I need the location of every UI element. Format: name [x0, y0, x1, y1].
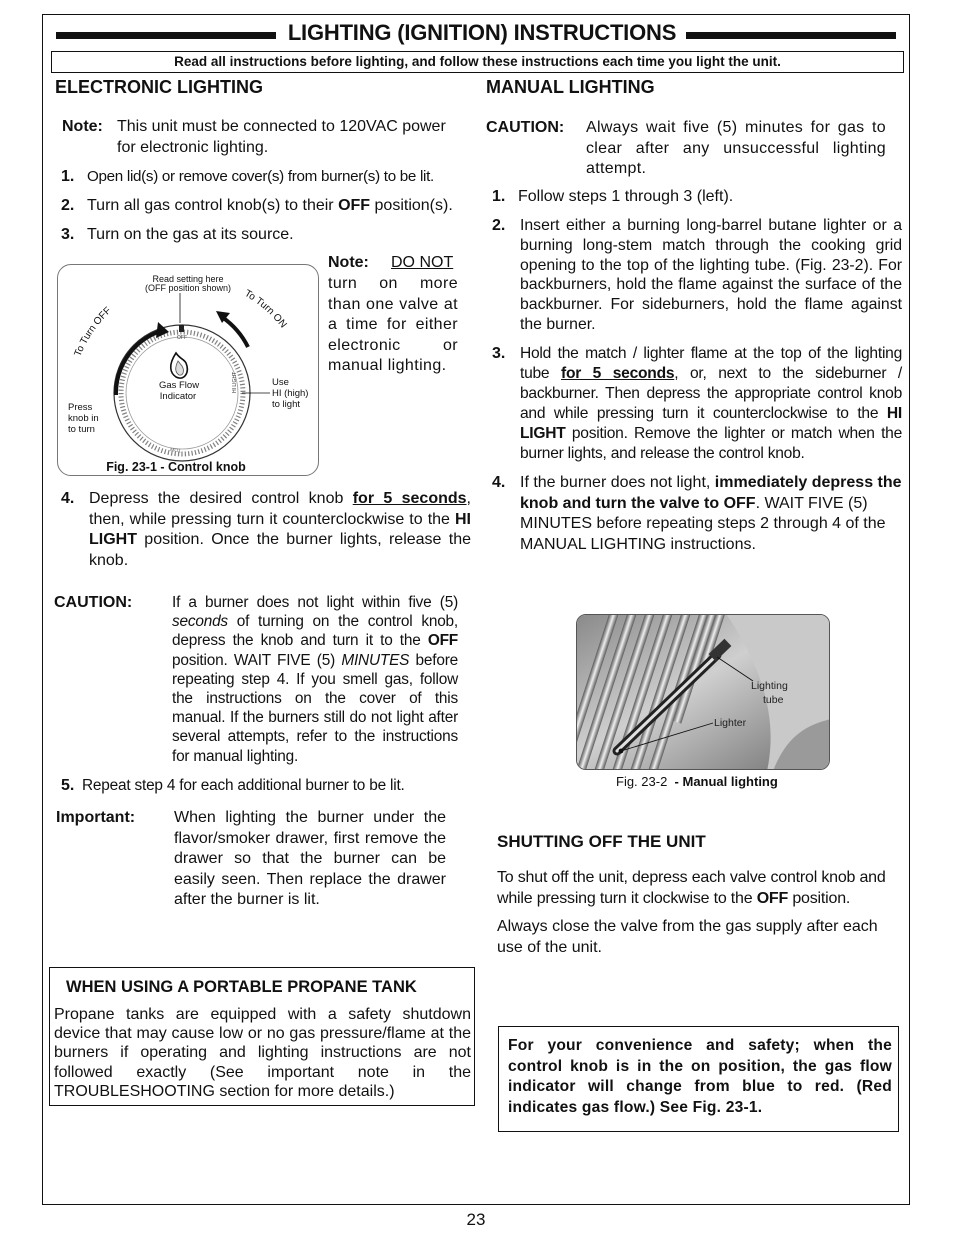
electronic-heading: ELECTRONIC LIGHTING — [55, 77, 263, 97]
gas-flow-sub: Indicator — [159, 391, 197, 402]
lighter-leader-dot — [619, 749, 624, 754]
convenience-box — [498, 1026, 899, 1132]
read-setting-sub: (OFF position shown) — [144, 283, 232, 293]
lighting-tube-label-2: tube — [763, 694, 784, 706]
control-knob-figure — [57, 264, 319, 476]
step2-text: Turn all gas control knob(s) to their OFF position(s). — [87, 197, 453, 214]
to-turn-off-label: To Turn OFF — [72, 305, 114, 359]
photo-caption: Fig. 23-2 - Manual lighting — [616, 774, 778, 789]
use-label-1: Use — [272, 377, 289, 388]
shutoff-heading: SHUTTING OFF THE UNIT — [497, 832, 706, 851]
hi-light-mark: HI LIGHT — [232, 371, 238, 393]
manual-step3-number: 3. — [492, 345, 506, 362]
note2-label: Note: — [328, 254, 369, 271]
title-rule-left — [56, 32, 276, 39]
step1-number: 1. — [61, 168, 75, 185]
use-label-3: to light — [272, 399, 300, 410]
shutoff-text-1: To shut off the unit, depress each valve control knob and while pressing turn it clockwise to the OFF position. — [497, 869, 886, 907]
lo-mark: MO1 — [169, 447, 182, 455]
grill-photo-illustration — [577, 615, 830, 770]
manual-caution-text: Always wait five (5) minutes for gas to clear after any unsuccessful lighting attempt. — [586, 119, 886, 177]
manual-heading: MANUAL LIGHTING — [486, 77, 655, 97]
press-label-1: Press — [68, 402, 93, 413]
step5-number: 5. — [61, 777, 75, 794]
important-text: When lighting the burner under the flavor/smoker drawer, first remove the drawer so that the burner can be easily seen. Then replace the drawer after the burner is lit. — [174, 809, 446, 908]
lighting-tube-label: Lighting — [751, 680, 788, 692]
page-number: 23 — [466, 1210, 486, 1229]
page-title: LIGHTING (IGNITION) INSTRUCTIONS — [287, 20, 677, 45]
step2-number: 2. — [61, 197, 75, 214]
title-rule-right — [686, 32, 896, 39]
step3-text: Turn on the gas at its source. — [87, 226, 294, 243]
step4-number: 4. — [61, 490, 75, 507]
manual-step4-number: 4. — [492, 474, 506, 491]
press-label-2: knob in — [68, 413, 99, 424]
convenience-text: For your convenience and safety; when the control knob is in the on position, the gas flow indicator will change from blue to red. (Red indicates gas flow.) See Fig. 23-1. — [508, 1037, 892, 1116]
note2-do-not: DO NOT — [391, 254, 454, 271]
manual-step2-number: 2. — [492, 217, 506, 234]
step1-text: Open lid(s) or remove cover(s) from burner(s) to be lit. — [87, 168, 434, 185]
use-label-2: HI (high) — [272, 388, 309, 399]
gas-flow-label: Gas Flow — [158, 380, 200, 391]
caution-label: CAUTION: — [54, 594, 133, 611]
manual-step2-text: Insert either a burning long-barrel butane lighter or a burning long-stem match through the cooking grid opening to the top of the lighting tube. (Fig. 23-2). For backburners, hold the flame against the surface of the backburner. For sideburners, hold the flame against the burner. — [520, 217, 902, 333]
manual-step1-number: 1. — [492, 188, 506, 205]
shutoff-text-2: Always close the valve from the gas supply after each use of the unit. — [497, 918, 878, 956]
page-subtitle: Read all instructions before lighting, and follow these instructions each time you light the unit. — [51, 51, 904, 73]
control-knob-illustration — [58, 265, 320, 477]
manual-step4-text: If the burner does not light, immediately depress the knob and turn the valve to OFF. WAIT FIVE (5) MINUTES before repeating steps 2 through 4 of the MANUAL LIGHTING instructions. — [520, 474, 902, 553]
lighter-label: Lighter — [714, 717, 747, 729]
off-pointer — [179, 325, 184, 332]
to-turn-on-label: To Turn ON — [242, 288, 289, 331]
manual-lighting-photo — [576, 614, 830, 770]
step3-number: 3. — [61, 226, 75, 243]
step5-text: Repeat step 4 for each additional burner to be lit. — [82, 777, 405, 794]
important-label: Important: — [56, 809, 136, 826]
read-setting-label: Read setting here — [152, 274, 224, 284]
manual-step1-text: Follow steps 1 through 3 (left). — [518, 188, 734, 205]
manual-step3-text: Hold the match / lighter flame at the top of the lighting tube for 5 seconds, or, next to the sideburner / backburner. Then depress the appropriate control knob and while pressing turn it counterclockwise to the HI LIGHT position. Remove the lighter or match when the burner lights, and release the control knob. — [520, 345, 903, 462]
propane-tank-box — [49, 967, 475, 1106]
propane-text: Propane tanks are equipped with a safety shutdown device that may cause low or no gas pressure/flame at the burners if operating and lighting instructions are not followed exactly (See important note in the TROUBLESHOOTING section for more details.) — [54, 1006, 471, 1100]
note-label: Note: — [62, 118, 103, 135]
off-mark: OFF — [177, 335, 187, 341]
caution-text: If a burner does not light within five (5) seconds of turning on the control knob, depress the knob and turn it to the OFF position. WAIT FIVE (5) MINUTES before repeating step 4. If you smell gas, follow the instructions on the cover of this manual. If the burners still do not light after several attempts, refer to the instructions for manual lighting. — [172, 594, 458, 765]
manual-caution-label: CAUTION: — [486, 119, 565, 136]
step4-text: Depress the desired control knob for 5 seconds, then, while pressing turn it counterclockwise to the HI LIGHT position. Once the burner lights, release the knob. — [89, 490, 471, 569]
knob-caption: Fig. 23-1 - Control knob — [106, 460, 246, 474]
note-text: This unit must be connected to 120VAC power for electronic lighting. — [117, 118, 446, 156]
press-label-3: to turn — [68, 424, 95, 435]
note2-text: turn on more than one valve at a time for either electronic or manual lighting. — [328, 275, 458, 374]
propane-heading: WHEN USING A PORTABLE PROPANE TANK — [66, 978, 417, 996]
